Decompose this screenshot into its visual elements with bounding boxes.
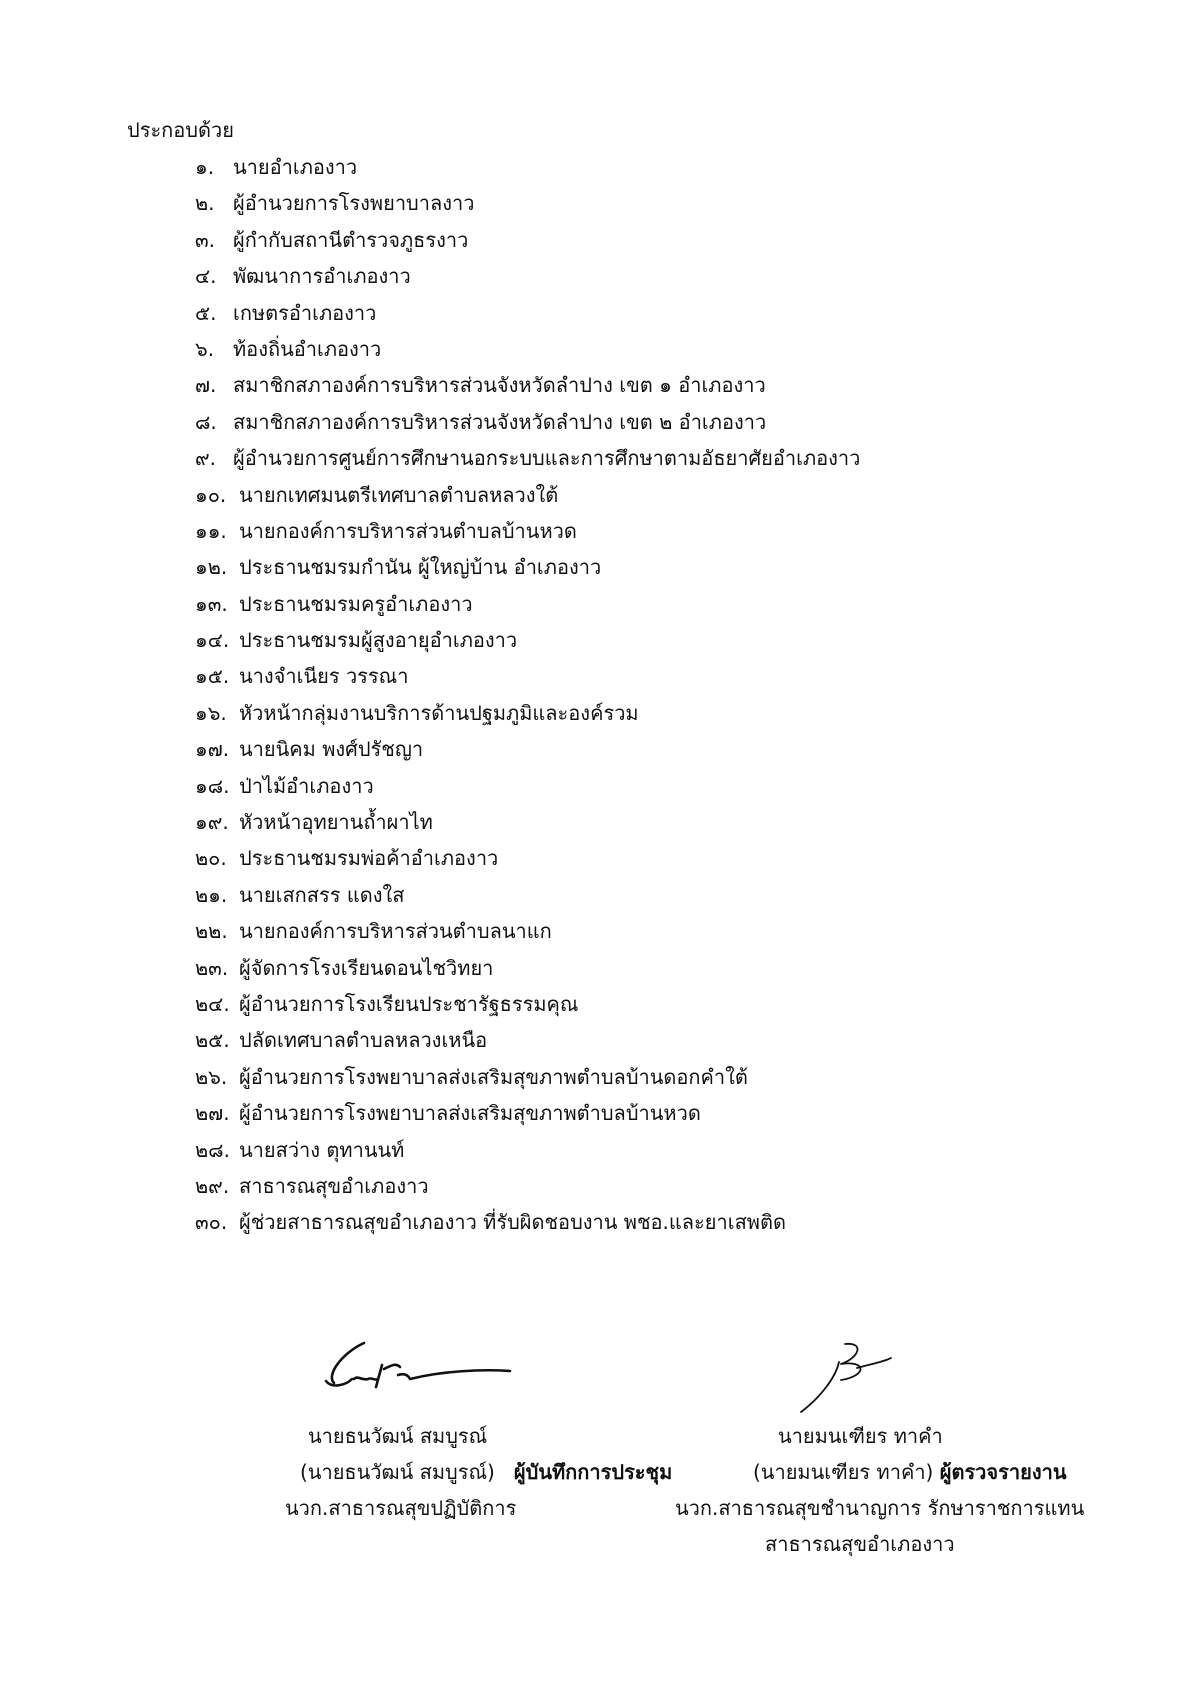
reviewer-position: นวก.สาธารณสุขชำนาญการ รักษาราชการแทน: [675, 1496, 1085, 1520]
member-item: [195, 1168, 860, 1204]
member-item: [195, 877, 860, 913]
member-text: นายเสกสรร แดงใส: [239, 882, 405, 907]
member-item: [195, 1022, 860, 1058]
member-text: ผู้อำนวยการศูนย์การศึกษานอกระบบและการศึกษาตามอัธยาศัยอำเภองาว: [233, 446, 861, 471]
member-text: ผู้อำนวยการโรงพยาบาลงาว: [233, 191, 475, 216]
member-text: หัวหน้ากลุ่มงานบริการด้านปฐมภูมิและองค์รวม: [239, 700, 639, 725]
member-text: ประธานชมรมครูอำเภองาว: [239, 591, 473, 616]
member-number: ๑.: [195, 155, 215, 179]
member-number: ๒๕.: [195, 1028, 230, 1053]
member-item: [195, 658, 860, 694]
member-text: นางจำเนียร วรรณา: [239, 664, 409, 689]
member-number: ๗.: [195, 373, 217, 398]
member-text: นายกเทศมนตรีเทศบาลตำบลหลวงใต้: [239, 482, 559, 507]
recorder-name-paren: (นายธนวัฒน์ สมบูรณ์): [300, 1460, 495, 1484]
member-text: หัวหน้าอุทยานถ้ำผาไท: [239, 810, 433, 835]
member-item: [195, 440, 860, 476]
recorder-name-line: [280, 1454, 720, 1490]
reviewer-block: [675, 1418, 1115, 1562]
member-number: ๒๖.: [195, 1064, 228, 1089]
member-item: [195, 1095, 860, 1131]
member-text: ปลัดเทศบาลตำบลหลวงเหนือ: [239, 1028, 488, 1053]
member-number: ๑๒.: [195, 555, 228, 580]
member-number: ๓.: [195, 227, 216, 252]
reviewer-name-paren: (นายมนเฑียร ทาคำ): [753, 1460, 934, 1484]
reviewer-name-line: [675, 1454, 1115, 1490]
member-item: [195, 950, 860, 986]
member-item: [195, 149, 860, 185]
member-text: นายกองค์การบริหารส่วนตำบลนาแก: [239, 919, 552, 944]
recorder-signature-drawing: [312, 1335, 512, 1395]
member-number: ๑๓.: [195, 591, 228, 616]
member-item: [195, 367, 860, 403]
reviewer-role: ผู้ตรวจรายงาน: [939, 1460, 1067, 1484]
member-item: [195, 513, 860, 549]
member-item: [195, 1204, 860, 1240]
member-text: นายอำเภองาว: [233, 155, 358, 179]
member-item: [195, 768, 860, 804]
intro-heading: ประกอบด้วย: [127, 118, 234, 142]
member-item: [195, 549, 860, 585]
member-number: ๑๕.: [195, 664, 230, 689]
member-item: [195, 731, 860, 767]
member-item: [195, 1059, 860, 1095]
member-item: [195, 986, 860, 1022]
member-item: [195, 331, 860, 367]
member-text: เกษตรอำเภองาว: [233, 300, 377, 325]
member-text: ผู้จัดการโรงเรียนดอนไชวิทยา: [239, 955, 494, 980]
recorder-name: นายธนวัฒน์ สมบูรณ์: [308, 1424, 488, 1448]
member-number: ๒๑.: [195, 882, 228, 907]
member-item: [195, 258, 860, 294]
member-number: ๑๙.: [195, 810, 229, 835]
member-item: [195, 622, 860, 658]
member-number: ๖.: [195, 336, 215, 361]
member-number: ๑๘.: [195, 773, 230, 798]
member-item: [195, 840, 860, 876]
member-number: ๑๑.: [195, 518, 227, 543]
reviewer-position-line2: สาธารณสุขอำเภองาว: [765, 1532, 955, 1556]
member-number: ๒๗.: [195, 1101, 230, 1126]
member-number: ๒๔.: [195, 991, 230, 1016]
member-text: ผู้อำนวยการโรงพยาบาลส่งเสริมสุขภาพตำบลบ้านหวด: [239, 1101, 701, 1126]
member-number: ๙.: [195, 446, 217, 471]
member-text: นายสว่าง ตุทานนท์: [239, 1137, 405, 1162]
member-number: ๑๖.: [195, 700, 227, 725]
member-number: ๓๐.: [195, 1210, 228, 1235]
member-item: [195, 185, 860, 221]
member-number: ๑๐.: [195, 482, 227, 507]
member-number: ๒๒.: [195, 919, 228, 944]
member-text: สาธารณสุขอำเภองาว: [239, 1173, 429, 1198]
member-text: ท้องถิ่นอำเภองาว: [233, 336, 382, 361]
member-text: นายนิคม พงศ์ปรัชญา: [239, 737, 424, 762]
member-item: [195, 804, 860, 840]
member-text: สมาชิกสภาองค์การบริหารส่วนจังหวัดลำปาง เขต ๑ อำเภองาว: [233, 373, 766, 398]
member-item: [195, 1132, 860, 1168]
member-number: ๔.: [195, 264, 217, 289]
member-number: ๒.: [195, 191, 215, 216]
member-text: ประธานชมรมพ่อค้าอำเภองาว: [239, 846, 499, 871]
member-item: [195, 913, 860, 949]
recorder-block: [280, 1418, 720, 1526]
member-text: พัฒนาการอำเภองาว: [233, 264, 411, 289]
member-text: ผู้ช่วยสาธารณสุขอำเภองาว ที่รับผิดชอบงาน พชอ.และยาเสพติด: [239, 1210, 786, 1235]
recorder-role: ผู้บันทึกการประชุม: [513, 1460, 673, 1484]
member-number: ๒๘.: [195, 1137, 230, 1162]
recorder-position: นวก.สาธารณสุขปฏิบัติการ: [285, 1496, 517, 1520]
reviewer-name: นายมนเฑียร ทาคำ: [778, 1424, 943, 1448]
reviewer-signature: [795, 1340, 895, 1415]
member-number: ๕.: [195, 300, 217, 325]
member-item: [195, 586, 860, 622]
member-number: ๒๙.: [195, 1173, 230, 1198]
member-item: [195, 295, 860, 331]
member-number: ๑๔.: [195, 628, 230, 653]
member-number: ๑๗.: [195, 737, 230, 762]
member-text: ผู้อำนวยการโรงพยาบาลส่งเสริมสุขภาพตำบลบ้านดอกคำใต้: [239, 1064, 748, 1089]
member-number: ๒๓.: [195, 955, 229, 980]
member-list: [195, 149, 860, 1241]
member-item: [195, 222, 860, 258]
member-text: ป่าไม้อำเภองาว: [239, 773, 374, 798]
member-text: ผู้กำกับสถานีตำรวจภูธรงาว: [233, 227, 469, 252]
member-item: [195, 404, 860, 440]
member-text: ประธานชมรมผู้สูงอายุอำเภองาว: [239, 628, 518, 653]
member-number: ๘.: [195, 409, 217, 434]
recorder-signature: [312, 1335, 512, 1395]
member-item: [195, 477, 860, 513]
member-item: [195, 695, 860, 731]
reviewer-signature-drawing: [795, 1340, 895, 1415]
member-number: ๒๐.: [195, 846, 227, 871]
member-text: นายกองค์การบริหารส่วนตำบลบ้านหวด: [239, 518, 577, 543]
member-text: สมาชิกสภาองค์การบริหารส่วนจังหวัดลำปาง เขต ๒ อำเภองาว: [233, 409, 767, 434]
member-text: ประธานชมรมกำนัน ผู้ใหญ่บ้าน อำเภองาว: [239, 555, 602, 580]
member-text: ผู้อำนวยการโรงเรียนประชารัฐธรรมคุณ: [239, 991, 579, 1016]
